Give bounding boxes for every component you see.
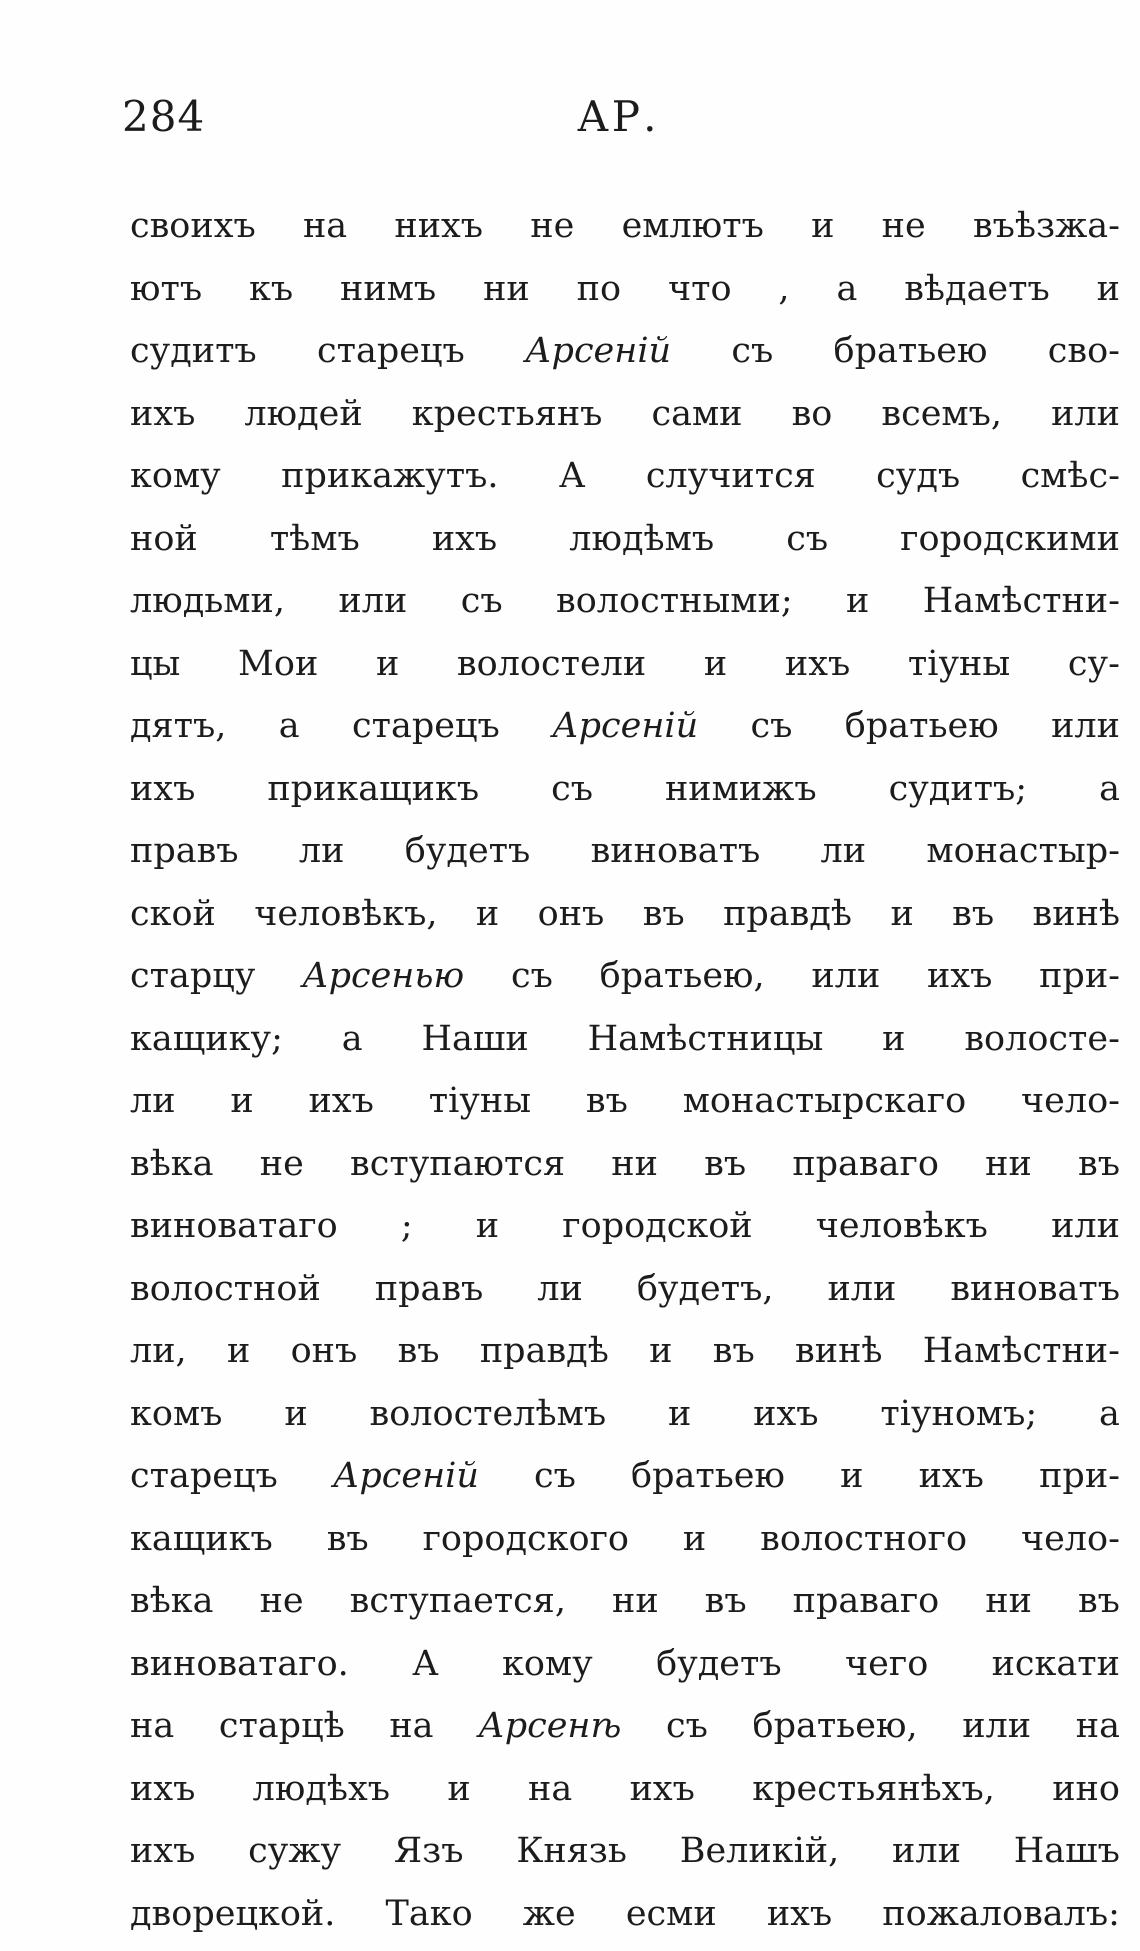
text-line (130, 1508, 1120, 1571)
text-line (130, 258, 1120, 321)
word: и (375, 643, 400, 684)
word: сужу (248, 1831, 342, 1871)
word: и (475, 1206, 500, 1246)
word: вступается, (349, 1581, 566, 1621)
word: волосте- (964, 1018, 1120, 1059)
word: ; (400, 1206, 413, 1246)
word: ской (130, 893, 216, 934)
word: цы (130, 643, 181, 684)
word: съ (786, 518, 829, 559)
word: вѣка (130, 1143, 214, 1184)
word: въ (397, 1331, 440, 1371)
word: ихъ (130, 1831, 196, 1871)
word: а (341, 1018, 363, 1059)
text-line (130, 1070, 1120, 1133)
text-line (130, 1195, 1120, 1258)
word: виноватъ (950, 1268, 1120, 1309)
word: не (259, 1581, 304, 1621)
word: ли (130, 1081, 176, 1121)
word: ни (985, 1143, 1032, 1184)
word: или (962, 1706, 1032, 1746)
word: своихъ (130, 206, 256, 246)
word: ихъ (918, 1456, 984, 1496)
word: случится (645, 456, 816, 496)
word: ихъ (753, 1393, 819, 1434)
word: праваго (792, 1581, 940, 1621)
word: будетъ (656, 1643, 782, 1684)
word: онъ (290, 1331, 358, 1371)
word: и (890, 893, 914, 934)
word: городской (562, 1206, 753, 1246)
text-line (130, 1633, 1120, 1696)
word: въ (1077, 1581, 1120, 1621)
word: и (284, 1393, 308, 1434)
running-head (122, 92, 1122, 152)
word: ли (298, 831, 345, 871)
word: дятъ, (130, 706, 227, 746)
word: винѣ (1032, 893, 1120, 934)
word: на (528, 1768, 573, 1809)
word: тiуны (907, 643, 1011, 684)
word: и (230, 1081, 254, 1121)
word: старцу (130, 956, 256, 996)
word: людей (244, 393, 363, 434)
word: и (226, 1331, 251, 1371)
text-line (130, 445, 1120, 508)
word: съ (731, 331, 774, 371)
word: же (522, 1893, 576, 1934)
text-line (130, 383, 1120, 446)
word: Арсенѣ (478, 1706, 622, 1746)
word: вѣдаетъ (904, 268, 1050, 309)
word: съ (534, 1456, 576, 1496)
word: чего (845, 1643, 929, 1684)
word: Великiй, (679, 1831, 840, 1871)
word: а (278, 706, 300, 746)
text-line (130, 945, 1120, 1008)
word: А (412, 1643, 439, 1684)
word: вѣка (130, 1581, 214, 1621)
word: онъ (537, 893, 605, 934)
word: или (1051, 393, 1120, 434)
text-line (130, 883, 1120, 946)
word: Нашъ (1013, 1831, 1120, 1871)
word: тiуномъ; (880, 1393, 1038, 1434)
word: Намѣстни- (922, 581, 1120, 621)
word: на (1075, 1706, 1120, 1746)
word: чело- (1020, 1518, 1120, 1559)
word: или (338, 581, 408, 621)
word: и (882, 1018, 906, 1059)
word: и (447, 1768, 471, 1809)
word: правдѣ (723, 893, 853, 934)
text-line (130, 758, 1120, 821)
word: по (576, 268, 622, 309)
word: и (811, 206, 835, 246)
word: чело- (1021, 1081, 1120, 1121)
word: къ (249, 268, 294, 309)
word: ихъ (308, 1081, 374, 1121)
text-line (130, 1383, 1120, 1446)
text-line (130, 1258, 1120, 1321)
word: на (389, 1706, 434, 1746)
text-line (130, 570, 1120, 633)
word: и (703, 643, 728, 684)
text-line (130, 508, 1120, 571)
word: ино (1052, 1768, 1120, 1809)
word: въ (585, 1081, 628, 1121)
word: городского (422, 1518, 629, 1559)
word: а (836, 268, 858, 309)
word: старецъ (130, 1456, 278, 1496)
word: кому (130, 456, 221, 496)
word: братьею (631, 1456, 785, 1496)
word: въѣзжа- (972, 206, 1120, 246)
word: людьми, (130, 581, 285, 621)
word: людѣмъ (569, 518, 715, 559)
word: смѣс- (1020, 456, 1120, 496)
word: сво- (1047, 331, 1120, 371)
text-line (130, 633, 1120, 696)
text-line (130, 820, 1120, 883)
word: въ (952, 893, 995, 934)
word: винѣ (795, 1331, 883, 1371)
word: виноватъ (590, 831, 761, 871)
word: Арсенiй (332, 1456, 479, 1496)
word: Намѣстни- (922, 1331, 1120, 1371)
word: въ (704, 1143, 747, 1184)
word: или (1051, 706, 1120, 746)
word: не (259, 1143, 304, 1184)
word: и (475, 893, 500, 934)
word: судитъ; (888, 768, 1028, 809)
word: и (649, 1331, 673, 1371)
word: вступаются (350, 1143, 566, 1184)
word: кому (501, 1643, 593, 1684)
word: монастырскаго (682, 1081, 967, 1121)
word: или (827, 1268, 897, 1309)
text-line (130, 1445, 1120, 1508)
word: будетъ, (636, 1268, 774, 1309)
word: Наши (421, 1018, 529, 1059)
text-line (130, 1570, 1120, 1633)
body-text (130, 195, 1120, 1945)
word: братьею (844, 706, 999, 746)
text-line (130, 1820, 1120, 1883)
word: Мои (238, 643, 319, 684)
word: въ (326, 1518, 369, 1559)
word: нихъ (394, 206, 484, 246)
word: въ (712, 1331, 755, 1371)
word: и (840, 1456, 864, 1496)
word: Намѣстницы (587, 1018, 824, 1059)
word: съ (666, 1706, 708, 1746)
word: ихъ (766, 1893, 833, 1934)
word: праваго (792, 1143, 939, 1184)
word: виноватаго. (130, 1643, 349, 1684)
word: не (881, 206, 926, 246)
word: ихъ (784, 643, 851, 684)
word: Язъ (393, 1831, 464, 1871)
word: на (130, 1706, 175, 1746)
word: нимъ (340, 268, 437, 309)
word: а (1099, 1393, 1120, 1434)
word: во (791, 393, 833, 434)
word: ни (611, 1143, 658, 1184)
word: су- (1067, 643, 1120, 684)
text-line (130, 195, 1120, 258)
word: Тако (385, 1893, 473, 1934)
word: человѣкъ (815, 1206, 988, 1246)
word: при- (1039, 956, 1120, 996)
text-line (130, 1758, 1120, 1821)
word: Арсенью (302, 956, 465, 996)
word: Князь (516, 1831, 627, 1871)
word: или (1051, 1206, 1120, 1246)
word: судъ (876, 456, 961, 496)
word: Арсенiй (525, 331, 672, 371)
word: на (302, 206, 348, 246)
word: Арсенiй (552, 706, 699, 746)
word: братьею (833, 331, 988, 371)
word: судитъ (130, 331, 257, 371)
word: старецъ (317, 331, 465, 371)
word: ни (612, 1581, 659, 1621)
word: емлютъ (621, 206, 764, 246)
word: при- (1039, 1456, 1120, 1496)
word: ихъ (431, 518, 498, 559)
word: или (892, 1831, 961, 1871)
word: ни (985, 1581, 1032, 1621)
word: ни (483, 268, 530, 309)
text-line (130, 320, 1120, 383)
word: прикащикъ (267, 768, 480, 809)
word: крестьянъ (411, 393, 603, 434)
word: волостного (760, 1518, 968, 1559)
word: правъ (130, 831, 239, 871)
word: виноватаго (130, 1206, 338, 1246)
word: всемъ, (881, 393, 1003, 434)
word: ютъ (130, 268, 203, 309)
word: и (682, 1518, 707, 1559)
word: ихъ (130, 393, 196, 434)
text-line (130, 1008, 1120, 1071)
word: или (811, 956, 881, 996)
word: ихъ (130, 1768, 196, 1809)
word: пожаловалъ: (882, 1893, 1120, 1934)
word: есми (625, 1893, 717, 1934)
section-heading: АР. (577, 92, 660, 141)
word: въ (704, 1581, 747, 1621)
word: ли, (130, 1331, 187, 1371)
word: прикажутъ. (281, 456, 499, 496)
word: комъ (130, 1393, 223, 1434)
word: и (846, 581, 870, 621)
word: а (1099, 768, 1120, 809)
word: крестьянѣхъ, (752, 1768, 995, 1809)
word: съ (551, 768, 593, 809)
word: тѣмъ (269, 518, 360, 559)
word: А (558, 456, 586, 496)
word: съ (460, 581, 503, 621)
word: ли (537, 1268, 583, 1309)
page-number: 284 (122, 92, 206, 141)
word: монастыр- (926, 831, 1120, 871)
word: старцѣ (218, 1706, 345, 1746)
word: и (1096, 268, 1120, 309)
word: волостели (456, 643, 647, 684)
word: правдѣ (479, 1331, 609, 1371)
text-line (130, 1695, 1120, 1758)
word: не (530, 206, 575, 246)
word: волостелѣмъ (369, 1393, 607, 1434)
word: волостными; (556, 581, 793, 621)
word: ной (130, 518, 198, 559)
word: ихъ (927, 956, 993, 996)
word: и (667, 1393, 692, 1434)
word: человѣкъ, (254, 893, 438, 934)
word: волостной (130, 1268, 321, 1309)
word: правъ (374, 1268, 484, 1309)
word: кащикъ (130, 1518, 273, 1559)
word: въ (642, 893, 685, 934)
text-line (130, 1320, 1120, 1383)
word: что (667, 268, 732, 309)
text-line (130, 1133, 1120, 1196)
word: ли (820, 831, 867, 871)
word: съ (750, 706, 793, 746)
word: нимижъ (664, 768, 817, 809)
word: дворецкой. (130, 1893, 336, 1934)
word: ихъ (130, 768, 196, 809)
word: искати (991, 1643, 1120, 1684)
text-line (130, 1883, 1120, 1946)
word: , (778, 268, 790, 309)
word: кащику; (130, 1018, 283, 1059)
word: ихъ (629, 1768, 695, 1809)
word: старецъ (352, 706, 500, 746)
word: будетъ (404, 831, 531, 871)
word: братьею, (752, 1706, 918, 1746)
word: людѣхъ (252, 1768, 391, 1809)
word: тiуны (428, 1081, 532, 1121)
word: сами (651, 393, 743, 434)
word: съ (510, 956, 553, 996)
word: братьею, (599, 956, 765, 996)
word: въ (1078, 1143, 1120, 1184)
word: городскими (900, 518, 1120, 559)
text-line (130, 695, 1120, 758)
